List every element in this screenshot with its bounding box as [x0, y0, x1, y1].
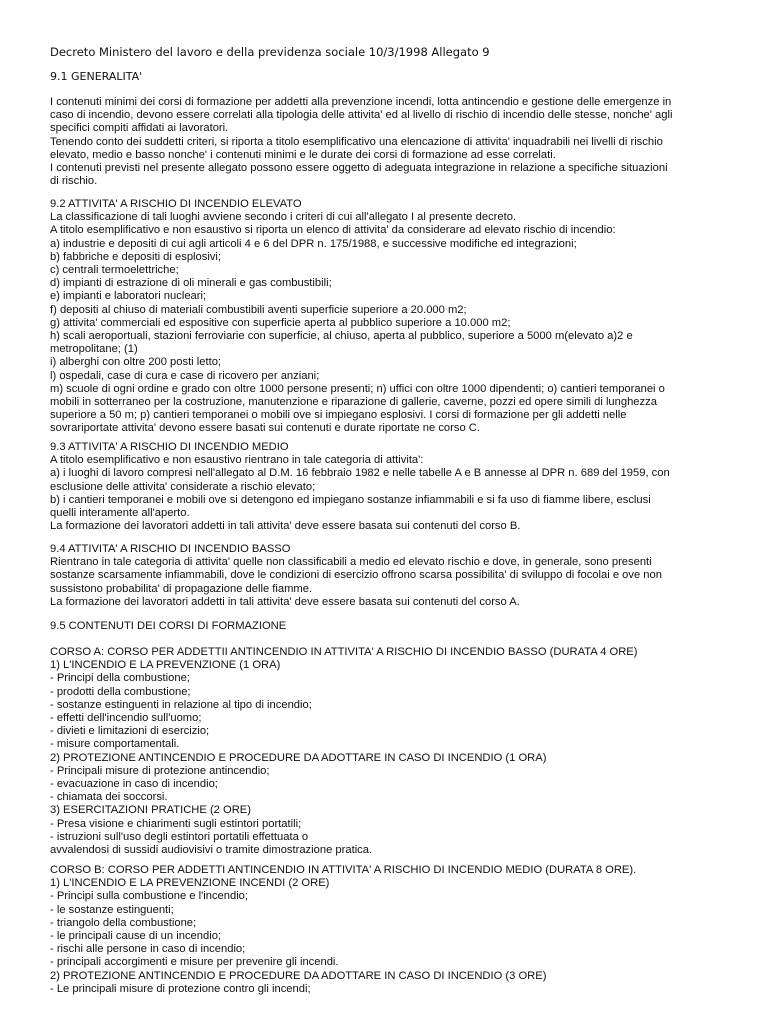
text-line: l) ospedali, case di cura e case di ricovero per anziani;: [50, 369, 320, 382]
section-heading-generalita: 9.1 GENERALITA': [50, 70, 143, 83]
paragraph-corso-a: [50, 646, 726, 857]
text-line: - Principi della combustione;: [50, 672, 190, 685]
text-line: - misure comportamentali.: [50, 738, 180, 751]
text-line: - effetti dell'incendio sull'uomo;: [50, 712, 202, 725]
text-line: caso di incendio, devono essere correlati alla tipologia delle attivita' ed al livello di rischio di incendio delle stesse, nonche' agli: [50, 109, 673, 122]
paragraph-generalita: [50, 96, 726, 188]
text-line: f) depositi al chiuso di materiali combustibili aventi superficie superiore a 20.000 m2;: [50, 303, 467, 316]
text-line: Tenendo conto dei suddetti criteri, si riporta a titolo esemplificativo una elencazione di attivita' inquadrabili nei livelli di rischio: [50, 135, 663, 148]
text-line: h) scali aeroportuali, stazioni ferroviarie con superficie, al chiuso, aperta al pubblico, superiore a 5000 m(elevato a)2 e: [50, 330, 633, 343]
text-line: superiore a 50 m; p) cantieri temporanei o mobili ove si impiegano esplosivi. I corsi di formazione per gli addetti nelle: [50, 409, 627, 422]
text-line: - rischi alle persone in caso di incendio;: [50, 943, 246, 956]
text-line: i) alberghi con oltre 200 posti letto;: [50, 356, 222, 369]
paragraph-rischio-elevato: [50, 198, 726, 436]
paragraph-rischio-basso: [50, 543, 726, 609]
text-line: di rischio.: [50, 175, 98, 188]
text-line: 2) PROTEZIONE ANTINCENDIO E PROCEDURE DA ADOTTARE IN CASO DI INCENDIO (3 ORE): [50, 969, 547, 982]
text-line: La formazione dei lavoratori addetti in tali attivita' deve essere basata sui contenuti del corso B.: [50, 520, 521, 533]
text-line: - chiamata dei soccorsi.: [50, 791, 168, 804]
text-line: CORSO B: CORSO PER ADDETTI ANTINCENDIO IN ATTIVITA' A RISCHIO DI INCENDIO MEDIO (DURATA 8 ORE).: [50, 864, 637, 876]
text-line: g) attivita' commerciali ed espositive con superficie aperta al pubblico superiore a 10.000 m2;: [50, 316, 511, 329]
paragraph-corso-b: [50, 864, 726, 996]
text-line: 9.5 CONTENUTI DEI CORSI DI FORMAZIONE: [50, 620, 287, 632]
text-line: Rientrano in tale categoria di attivita' quelle non classificabili a medio ed elevato rischio e dove, in generale, sono presenti: [50, 556, 652, 569]
text-line: avvalendosi di sussidi audiovisivi o tramite dimostrazione pratica.: [50, 844, 373, 857]
text-line: b) fabbriche e depositi di esplosivi;: [50, 250, 222, 263]
text-line: elevato, medio e basso nonche' i contenuti minimi e le durate dei corsi di formazione ad esse correlati.: [50, 148, 556, 161]
text-line: - prodotti della combustione;: [50, 685, 191, 698]
text-line: mobili in sotterraneo per la costruzione, manutenzione e riparazione di gallerie, caverne, pozzi ed opere simili di lunghezza: [50, 396, 657, 409]
text-line: m) scuole di ogni ordine e grado con oltre 1000 persone presenti; n) uffici con oltre 1000 dipendenti; o) cantieri temporanei o: [50, 382, 665, 395]
text-line: - divieti e limitazioni di esercizio;: [50, 725, 210, 738]
text-line: La formazione dei lavoratori addetti in tali attivita' deve essere basata sui contenuti del corso A.: [50, 595, 520, 608]
text-line: 2) PROTEZIONE ANTINCENDIO E PROCEDURE DA ADOTTARE IN CASO DI INCENDIO (1 ORA): [50, 751, 547, 764]
text-line: - Principi sulla combustione e l'incendio;: [50, 890, 249, 903]
text-line: - evacuazione in caso di incendio;: [50, 778, 218, 791]
paragraph-contenuti-corsi: [50, 620, 726, 633]
text-line: I contenuti minimi dei corsi di formazione per addetti alla prevenzione incendi, lotta antincendio e gestione delle emergenze in: [50, 96, 672, 108]
document-title: Decreto Ministero del lavoro e della previdenza sociale 10/3/1998 Allegato 9: [50, 45, 490, 59]
text-line: b) i cantieri temporanei e mobili ove si detengono ed impiegano sostanze infiammabili e si fa uso di fiamme libere, esclusi: [50, 493, 651, 506]
text-line: - le principali cause di un incendio;: [50, 930, 222, 943]
text-line: metropolitane; (1): [50, 343, 138, 356]
text-line: d) impianti di estrazione di oli minerali e gas combustibili;: [50, 277, 332, 290]
text-line: 1) L'INCENDIO E LA PREVENZIONE INCENDI (2 ORE): [50, 877, 330, 890]
text-line: CORSO A: CORSO PER ADDETTII ANTINCENDIO IN ATTIVITA' A RISCHIO DI INCENDIO BASSO (DURATA 4 ORE): [50, 646, 638, 658]
text-line: sovrariportate attivita' devono essere basati sui contenuti e durate riportate ne corso C.: [50, 422, 480, 435]
paragraph-rischio-medio: [50, 441, 726, 533]
text-line: specifici compiti affidati ai lavoratori.: [50, 122, 229, 135]
text-line: quelli interamente all'aperto.: [50, 507, 190, 520]
text-line: 1) L'INCENDIO E LA PREVENZIONE (1 ORA): [50, 659, 281, 672]
text-line: e) impianti e laboratori nucleari;: [50, 290, 207, 303]
text-line: - Principali misure di protezione antincendio;: [50, 764, 270, 777]
text-line: esclusione delle attivita' considerate a rischio elevato;: [50, 480, 316, 493]
text-line: La classificazione di tali luoghi avviene secondo i criteri di cui all'allegato I al presente decreto.: [50, 211, 517, 224]
text-line: - Presa visione e chiarimenti sugli estintori portatili;: [50, 817, 302, 830]
text-line: - Le principali misure di protezione contro gli incendi;: [50, 982, 311, 995]
text-line: sostanze scarsamente infiammabili, dove le condizioni di esercizio offrono scarsa possibilita' di sviluppo di focolai e ove non: [50, 569, 662, 582]
text-line: 9.2 ATTIVITA' A RISCHIO DI INCENDIO ELEVATO: [50, 198, 302, 210]
text-line: c) centrali termoelettriche;: [50, 264, 179, 277]
text-line: A titolo esemplificativo e non esaustivo rientrano in tale categoria di attivita':: [50, 454, 424, 467]
text-line: sussistono probabilita' di propagazione delle fiamme.: [50, 582, 313, 595]
text-line: - istruzioni sull'uso degli estintori portatili effettuata o: [50, 830, 309, 843]
text-line: I contenuti previsti nel presente allegato possono essere oggetto di adeguata integrazione in relazione a specifiche situazioni: [50, 162, 668, 175]
text-line: 9.3 ATTIVITA' A RISCHIO DI INCENDIO MEDIO: [50, 441, 289, 453]
text-line: A titolo esemplificativo e non esaustivo si riporta un elenco di attivita' da considerare ad elevato rischio di incendio:: [50, 224, 616, 237]
text-line: 3) ESERCITAZIONI PRATICHE (2 ORE): [50, 804, 251, 817]
text-line: a) industrie e depositi di cui agli articoli 4 e 6 del DPR n. 175/1988, e successive modifiche ed integrazioni;: [50, 237, 577, 250]
text-line: - principali accorgimenti e misure per prevenire gli incendi.: [50, 956, 339, 969]
text-line: 9.4 ATTIVITA' A RISCHIO DI INCENDIO BASSO: [50, 543, 291, 555]
text-line: - triangolo della combustione;: [50, 916, 197, 929]
text-line: - sostanze estinguenti in relazione al tipo di incendio;: [50, 698, 312, 711]
text-line: a) i luoghi di lavoro compresi nell'allegato al D.M. 16 febbraio 1982 e nelle tabelle A e B annesse al DPR n. 689 del 1959, con: [50, 467, 670, 480]
text-line: - le sostanze estinguenti;: [50, 903, 174, 916]
